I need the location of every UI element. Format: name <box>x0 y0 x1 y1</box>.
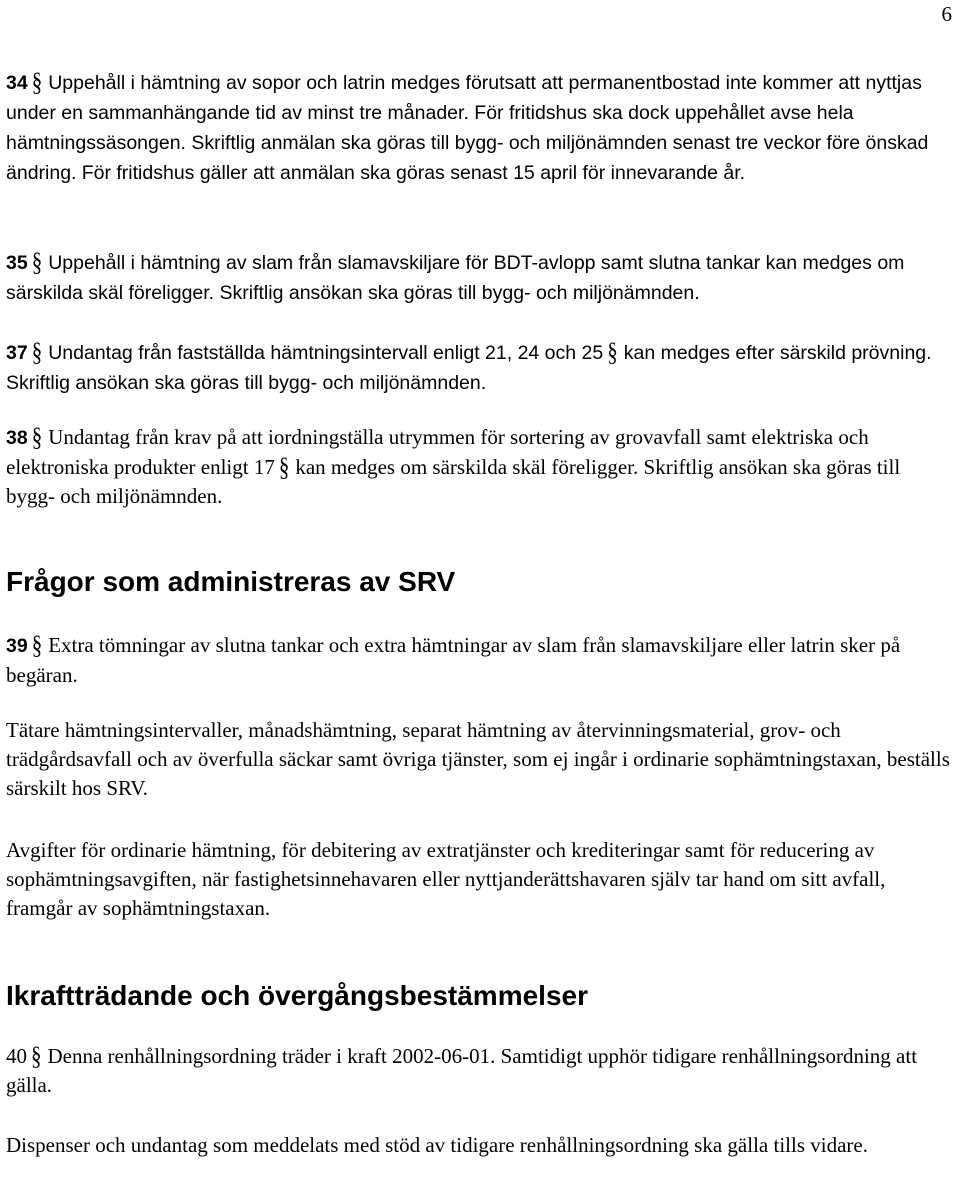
section-sign: § <box>31 1040 42 1071</box>
paragraph-text: Denna renhållningsordning träder i kraft 2002-06-01. Samtidigt upphör tidigare renhållningsordning att gälla. <box>6 1044 918 1097</box>
paragraph-text: kan medges efter särskild prövning. Skriftlig ansökan ska göras till bygg- och miljönämnden. <box>6 342 932 394</box>
paragraph-35 <box>6 248 952 308</box>
section-number: 39 <box>6 635 28 657</box>
paragraph-34 <box>6 68 952 188</box>
section-number: 34 <box>6 72 28 94</box>
paragraph-text: Extra tömningar av slutna tankar och extra hämtningar av slam från slamavskiljare eller latrin sker på begäran. <box>6 633 901 687</box>
section-number: 38 <box>6 427 28 449</box>
section-sign: § <box>31 629 43 660</box>
section-sign: § <box>31 336 43 367</box>
section-sign: § <box>31 66 43 97</box>
heading-srv: Frågor som administreras av SRV <box>6 566 456 597</box>
paragraph-text: Uppehåll i hämtning av sopor och latrin medges förutsatt att permanentbostad inte kommer att nyttjas under en sammanhängande tid av minst tre månader. För fritidshus ska dock uppehållet avse hela hämtningssäsongen. Skriftlig anmälan ska göras till bygg- och miljönämnden senast tre veckor före önskad ändring. <box>6 72 929 184</box>
paragraph-text: kan medges om särskilda skäl föreligger. Skriftlig ansökan ska göras till bygg- och miljönämnden. <box>6 455 901 508</box>
paragraph-tatare: Tätare hämtningsintervaller, månadshämtning, separat hämtning av återvinningsmaterial, grov- och trädgårdsavfall och av överfulla säckar samt övriga tjänster, som ej ingår i ordinarie sophämtningstaxan, beställs särskilt hos SRV. <box>6 718 950 800</box>
paragraph-text: Undantag från fastställda hämtningsintervall enligt 21, 24 och 25 <box>48 342 604 364</box>
heading-ikraft: Ikraftträdande och övergångsbestämmelser <box>6 980 588 1011</box>
paragraph-dispenser: Dispenser och undantag som meddelats med stöd av tidigare renhållningsordning ska gälla tills vidare. <box>6 1133 868 1157</box>
paragraph-text: Uppehåll i hämtning av slam från slamavskiljare för BDT-avlopp samt slutna tankar kan medges om särskilda skäl föreligger. Skriftlig ansökan ska göras till bygg- och miljönämnden. <box>6 252 905 304</box>
section-number: 37 <box>6 342 28 364</box>
paragraph-37 <box>6 338 952 398</box>
section-sign: § <box>31 246 43 277</box>
section-sign: § <box>31 421 43 452</box>
paragraph-38 <box>6 423 952 511</box>
paragraph-avgifter: Avgifter för ordinarie hämtning, för debitering av extratjänster och krediteringar samt för reducering av sophämtningsavgiften, när fastighetsinnehavaren eller nyttjanderättshavaren själv tar hand om sitt avfall, framgår av sophämtningstaxan. <box>6 838 886 920</box>
page-number: 6 <box>941 2 952 26</box>
section-number: 35 <box>6 252 28 274</box>
paragraph-text: För fritidshus gäller att anmälan ska göras senast 15 april för innevarande år. <box>81 162 746 184</box>
paragraph-text: Undantag från krav på att iordningställa utrymmen för sortering av grovavfall samt elektriska och elektroniska produkter enligt 17 <box>6 425 869 479</box>
paragraph-40 <box>6 1042 952 1100</box>
section-sign: § <box>278 451 290 482</box>
section-sign: § <box>607 336 618 367</box>
section-number: 40 <box>6 1044 27 1068</box>
paragraph-39 <box>6 631 952 690</box>
